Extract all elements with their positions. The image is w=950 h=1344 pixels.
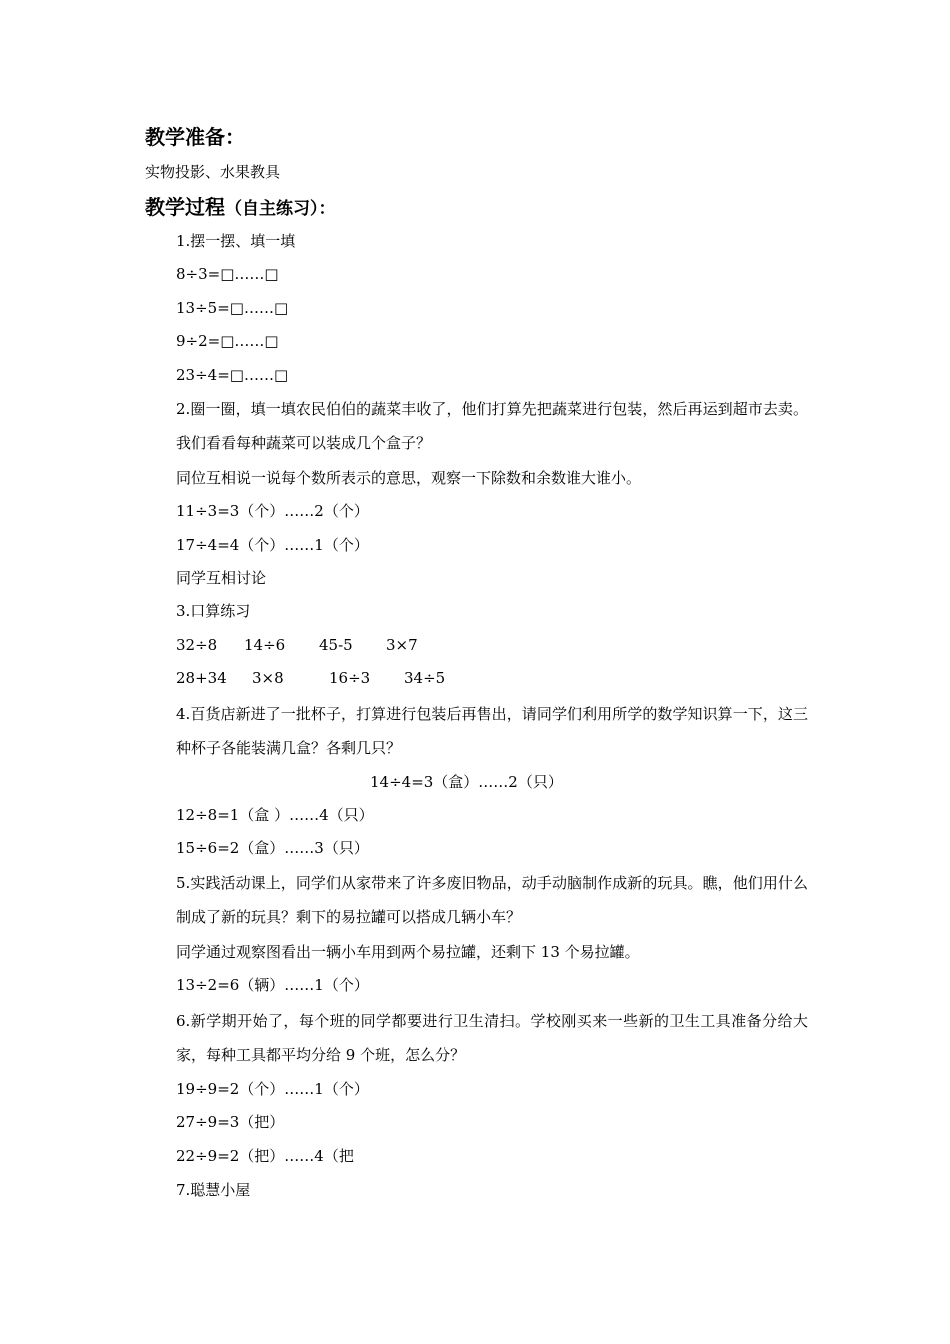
oral-calc-item: 34÷5 xyxy=(404,669,446,687)
oral-calc-item: 45-5 xyxy=(319,636,353,654)
oral-calc-item: 3×7 xyxy=(386,636,418,654)
ex1-title: 1.摆一摆、填一填 xyxy=(176,232,296,250)
ex6-item: 22÷9=2（把）……4（把 xyxy=(176,1147,354,1165)
process-heading-sub: （自主练习）： xyxy=(225,199,336,219)
oral-calc-item: 3×8 xyxy=(252,669,284,687)
ex2-note: 同位互相说一说每个数所表示的意思，观察一下除数和余数谁大谁小。 xyxy=(176,469,642,487)
ex4-item: 15÷6=2（盒）……3（只） xyxy=(176,839,369,857)
ex1-item: 13÷5=□……□ xyxy=(176,299,289,317)
ex4-paragraph: 4.百货店新进了一批杯子，打算进行包装后再售出，请同学们利用所学的数学知识算一下，这三种杯子各能装满几盒？各剩几只？ xyxy=(176,705,808,757)
ex4-centered-equation: 14÷4=3（盒）……2（只） xyxy=(370,773,563,791)
ex7-title: 7.聪慧小屋 xyxy=(176,1181,251,1199)
ex6-item: 19÷9=2（个）……1（个） xyxy=(176,1080,369,1098)
ex2-item: 17÷4=4（个）……1（个） xyxy=(176,536,369,554)
ex5-paragraph: 5.实践活动课上，同学们从家带来了许多废旧物品，动手动脑制作成新的玩具。瞧，他们用什么制成了新的玩具？剩下的易拉罐可以搭成几辆小车？ xyxy=(176,874,808,926)
ex2-discuss: 同学互相讨论 xyxy=(176,569,267,587)
ex5-note: 同学通过观察图看出一辆小车用到两个易拉罐，还剩下 13 个易拉罐。 xyxy=(176,943,640,961)
ex2-item: 11÷3=3（个）……2（个） xyxy=(176,502,369,520)
ex6-paragraph: 6.新学期开始了，每个班的同学都要进行卫生清扫。学校刚买来一些新的卫生工具准备分给大家，每种工具都平均分给 9 个班，怎么分？ xyxy=(176,1012,808,1064)
ex4-item: 12÷8=1（盒 ）……4（只） xyxy=(176,806,374,824)
ex2-paragraph: 2.圈一圈，填一填农民伯伯的蔬菜丰收了，他们打算先把蔬菜进行包装，然后再运到超市去卖。我们看看每种蔬菜可以装成几个盒子？ xyxy=(176,400,808,452)
ex1-item: 23÷4=□……□ xyxy=(176,366,289,384)
oral-calc-item: 16÷3 xyxy=(329,669,371,687)
prep-materials: 实物投影、水果教具 xyxy=(145,163,281,181)
ex3-row1 xyxy=(176,638,418,653)
ex1-item: 8÷3=□……□ xyxy=(176,265,279,283)
ex3-row2 xyxy=(176,671,445,686)
oral-calc-item: 28+34 xyxy=(176,669,227,687)
oral-calc-item: 14÷6 xyxy=(244,636,286,654)
process-heading xyxy=(145,197,336,218)
process-heading-main: 教学过程 xyxy=(145,195,225,219)
ex5-answer: 13÷2=6（辆）……1（个） xyxy=(176,976,369,994)
ex1-item: 9÷2=□……□ xyxy=(176,332,279,350)
ex6-item: 27÷9=3（把） xyxy=(176,1113,285,1131)
oral-calc-item: 32÷8 xyxy=(176,636,218,654)
ex3-title: 3.口算练习 xyxy=(176,602,251,620)
prep-heading: 教学准备： xyxy=(145,125,245,149)
